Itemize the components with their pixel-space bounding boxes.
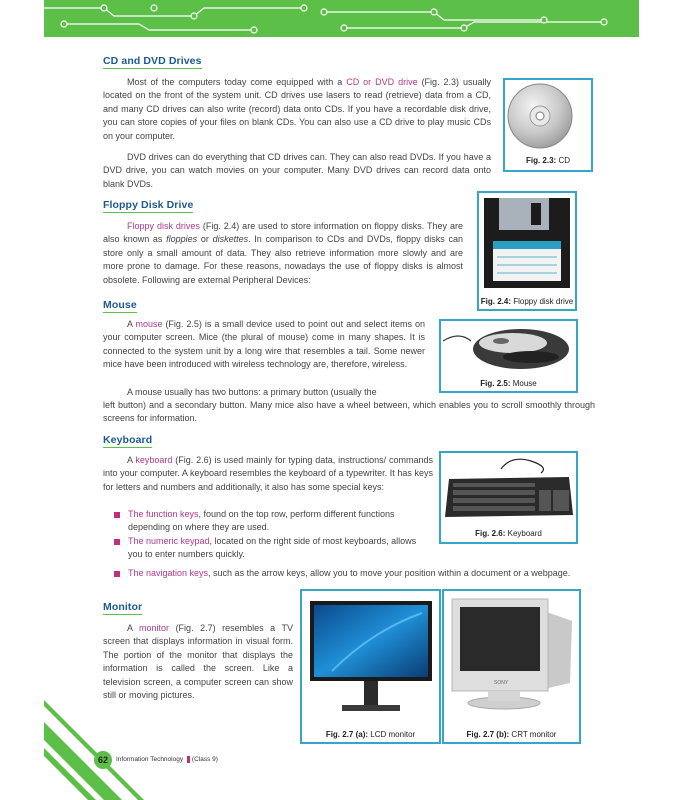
heading-cd-dvd: CD and DVD Drives <box>103 55 202 67</box>
cd-text-a: Most of the computers today come equipped with a <box>127 77 347 87</box>
figure-keyboard <box>439 451 578 544</box>
keyboard-keyword: keyboard <box>135 455 173 465</box>
mouse-paragraph-1: A mouse (Fig. 2.5) is a small device used to point out and select items on your computer screen. Mice (the plural of mouse) come in many shapes. It is connected to the system unit by a long wire that resembles a tail. Some newer mice have been introduced with wireless technology are, therefore, wireless. <box>103 319 425 370</box>
mouse-image <box>441 321 576 377</box>
footer-divider <box>187 756 190 763</box>
bullet-marker <box>114 539 120 545</box>
mouse-paragraph-2b: left button) and a secondary button. Many mice also have a wheel between, which enables you to scroll smoothly through screens for information. <box>103 400 595 424</box>
heading-keyboard: Keyboard <box>103 434 153 446</box>
bullet-navigation-keys: The navigation keys, such as the arrow keys, allow you to move your position within a document or a webpage. <box>103 567 597 580</box>
footer-stripes <box>44 700 244 800</box>
floppy-image <box>479 193 575 293</box>
figure-mouse <box>439 319 578 393</box>
cd-text-b: (Fig. 2.3) usually located on the front of the system unit. CD drives use lasers to read (retrieve) data from a CD, and many CD drives can also write (record) data onto CDs. If you have a recordable disk drive, you can store copies of your files on blank CDs. You can also use a CD drive to play music CDs on your computer. <box>103 77 491 141</box>
circuit-pattern <box>44 0 639 37</box>
cd-paragraph-1 <box>103 76 491 143</box>
crt-brand-text: SONY <box>494 680 509 686</box>
page-number: 62 <box>94 751 112 769</box>
figure-cd <box>503 78 593 172</box>
keyboard-key-list-2 <box>103 567 597 580</box>
lcd-monitor-image <box>302 591 439 721</box>
mouse-paragraph-2a: A mouse usually has two buttons: a primary button (usually the <box>127 387 377 397</box>
caption-mouse: Fig. 2.5: Mouse <box>480 379 537 388</box>
cd-text-2: DVD drives can do everything that CD drives can. They can also read DVDs. If you have a DVD drive, you can watch movies on your computer. Many DVD drives can record data onto blank DVDs. <box>103 152 491 189</box>
textbook-page <box>44 0 639 800</box>
bullet-marker <box>114 571 120 577</box>
keyboard-image <box>441 453 576 525</box>
caption-keyboard: Fig. 2.6: Keyboard <box>475 529 542 538</box>
figure-crt-monitor <box>442 589 581 744</box>
bullet-numeric-keypad: The numeric keypad, located on the right side of most keyboards, allows you to enter numbers quickly. <box>103 535 433 562</box>
monitor-paragraph: A monitor (Fig. 2.7) resembles a TV screen that displays information in visual form. The portion of the monitor that displays the information is called the screen. Like a television screen, a computer screen can show still or moving pictures. <box>103 623 293 701</box>
monitor-keyword: monitor <box>139 623 170 633</box>
mouse-keyword: mouse <box>135 319 163 329</box>
caption-crt: Fig. 2.7 (b): CRT monitor <box>466 730 557 739</box>
bullet-marker <box>114 512 120 518</box>
heading-floppy: Floppy Disk Drive <box>103 199 194 211</box>
cd-keyword: CD or DVD drive <box>346 77 418 87</box>
header-band <box>44 0 639 37</box>
keyboard-paragraph: A keyboard (Fig. 2.6) is used mainly for typing data, instructions/ commands into your computer. A keyboard resembles the keyboard of a typewriter. It has keys for letters and numbers and additionally, it also has some special keys: <box>103 455 433 492</box>
heading-mouse: Mouse <box>103 299 137 311</box>
caption-floppy: Fig. 2.4: Floppy disk drive <box>480 297 574 306</box>
floppy-keyword: Floppy disk drives <box>127 221 200 231</box>
keyboard-key-list <box>103 508 433 562</box>
caption-lcd: Fig. 2.7 (a): LCD monitor <box>325 730 416 739</box>
figure-lcd-monitor <box>300 589 441 744</box>
figure-floppy <box>477 191 577 311</box>
heading-monitor: Monitor <box>103 601 143 613</box>
bullet-function-keys: The function keys, found on the top row, perform different functions depending on where they are used. <box>103 508 433 535</box>
cd-image <box>505 80 591 152</box>
footer-book-title: Information Technology (Class 9) <box>116 756 218 764</box>
cd-paragraph-2 <box>103 151 491 191</box>
crt-monitor-image <box>444 591 579 721</box>
floppy-paragraph: Floppy disk drives (Fig. 2.4) are used to store information on floppy disks. They are also known as floppies or diskettes. In comparison to CDs and DVDs, floppy disks can store only a small amount of data. They also retrieve information more slowly and are more prone to damage. For these reasons, nowadays the use of floppy disks is almost obsolete. Following are external Peripheral Devices: <box>103 221 463 285</box>
caption-cd: Fig. 2.3: CD <box>525 156 571 165</box>
